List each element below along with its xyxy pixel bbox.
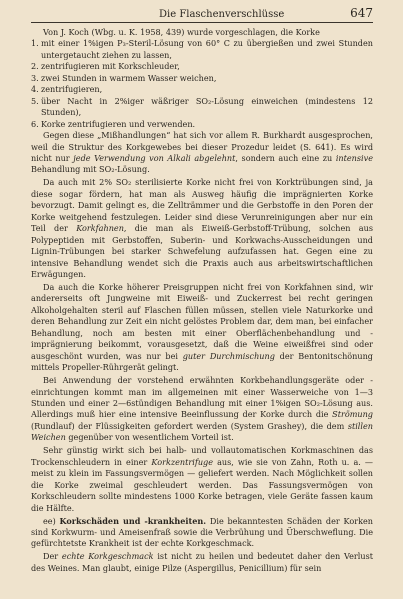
chapter-title: Die Flaschenverschlüsse — [159, 9, 285, 20]
step-item: 4. zentrifugieren, — [31, 84, 103, 95]
section-label: ee) — [43, 515, 56, 526]
step-item: 2. zentrifugieren mit Korkschleuder, — [31, 61, 180, 72]
step-item: 5. über Nacht in 2%iger wäßriger SO₂-Lösung einweichen (mindestens 12 Stunden), — [31, 95, 373, 118]
page-number: 647 — [350, 6, 373, 20]
step-item: 1. mit einer 1%igen P₃-Steril-Lösung von 60° C zu übergießen und zwei Stunden untergetaucht ziehen zu lassen, — [31, 38, 373, 60]
paragraph-price-groups: Da auch die Korke höherer Preisgruppen nicht frei von Korkfahnen sind, wir andererseits oft Jungweine mit Eiweiß- und Zuckerrest bei recht geringen Alkoholgehalten steril auf Flaschen füllen müssen, stellen viele Naturkorke und deren Behandlung zur Zeit ein nicht gelöstes Problem dar, dem man, bei einfacher Behandlung, noch am besten mit einer Oberflächenbehandlung und -imprägnierung beikommt, vorausgesetzt, daß die Weine eiweißfrei sind oder ausgeschönt wurden, was nur bei guter Durchmischung der Bentonitschönung mittels Propeller-Rührgerät gelingt. — [31, 281, 373, 373]
paragraph-impregnated-corks: Da auch mit 2% SO₂ sterilisierte Korke nicht frei von Korktrübungen sind, ja diese sogar fördern, hat man als Ausweg häufig die imprägnierten Korke bevorzugt. Damit gelingt es, die Zellträmmer und die Gerbstoffe in den Poren der Korke weitgehend festzulegen. Leider sind diese Verunreinigungen aber nur ein Teil der Korkfahnen, die man als Eiweiß-Gerbstoff-Trübung, solchen aus Polypeptiden mit Gerbstoffen, Suberin- und Korkwachs-Ausscheidungen und Lignin-Trübungen bei starker Schwefelung aufzufassen hat. Gegen eine zu intensive Behandlung wendet sich die Praxis auch aus arbeitswirtschaftlichen Erwägungen. — [31, 177, 373, 280]
treatment-steps — [31, 38, 373, 130]
step-item: 6. Korke zentrifugieren und verwenden. — [31, 118, 196, 129]
paragraph-centrifuge: Sehr günstig wirkt sich bei halb- und vollautomatischen Korkmaschinen das Trockenschleudern in einer Korkzentrifuge aus, wie sie von Zahn, Roth u. a. — meist zu klein im Fassungsvermögen — geliefert werden. Nach Möglichkeit sollen die Korke zweimal geschleudert werden. Das Fassungsvermögen von Korkschleudern sollte mindestens 1000 Korke betragen, viele Geräte fassen kaum die Hälfte. — [31, 445, 373, 513]
paragraph-burkhardt: Gegen diese „Mißhandlungen“ hat sich vor allem R. Burkhardt ausgesprochen, weil die Struktur des Korkgewebes bei dieser Prozedur leidet (S. 641). Es wird nicht nur jede Verwendung von Alkali abgelehnt, sondern auch eine zu intensive Behandlung mit SO₂-Lösung. — [31, 130, 373, 175]
header-rule — [31, 22, 373, 23]
step-item: 3. zwei Stunden in warmem Wasser weichen, — [31, 72, 217, 83]
intro-paragraph: Von J. Koch (Wbg. u. K. 1958, 439) wurde vorgeschlagen, die Korke — [43, 27, 320, 37]
paragraph-cork-taste: Der echte Korkgeschmack ist nicht zu heilen und bedeutet daher den Verlust des Weines. Man glaubt, einige Pilze (Aspergillus, Penicillium) für sein — [31, 551, 373, 573]
section-heading: Korkschäden und -krankheiten. — [59, 515, 207, 526]
running-header — [31, 6, 373, 20]
paragraph-treatment-devices: Bei Anwendung der vorstehend erwähnten Korkbehandlungsgeräte oder -einrichtungen kommt man im allgemeinen mit einer Wasserweiche von 1—3 Stunden und einer 2—6stündigen Behandlung mit einer 1%igen SO₂-Lösung aus. Allerdings muß hier eine intensive Beeinflussung der Korke durch die Strömung (Rundlauf) der Flüssigkeiten gefordert werden (System Grashey), die dem stillen Weichen gegenüber von wesentlichem Vorteil ist. — [31, 375, 373, 443]
section-cork-diseases: ee) Korkschäden und -krankheiten. Die bekanntesten Schäden der Korken sind Korkwurm- und Ameisenfraß sowie die Verbrühung und Überschweflung. Die gefürchtetste Krankheit ist der echte Korkgeschmack. — [31, 515, 373, 549]
